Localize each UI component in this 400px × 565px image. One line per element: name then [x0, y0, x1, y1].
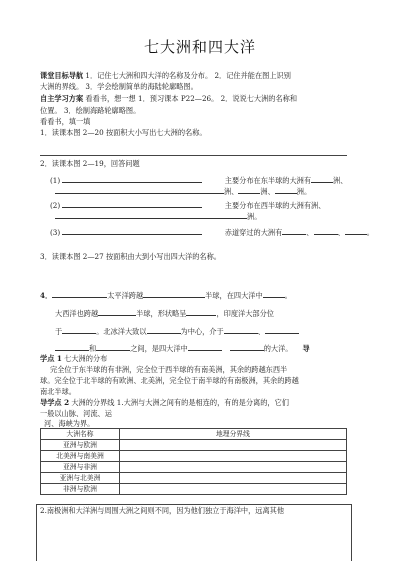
q4-row2-b: 半球，形状略呈 — [136, 309, 187, 318]
table-cell-answer[interactable] — [120, 484, 347, 495]
s2-label: 导学点 2 — [40, 398, 70, 407]
q2-part2-row2-text: 洲。 — [247, 212, 262, 221]
table-header-row — [41, 429, 347, 440]
q2-part1-row2-c: 洲。 — [296, 187, 312, 196]
table-cell-pair: 非洲与欧洲 — [41, 484, 120, 495]
q4-row4-c: 的大洋。 — [263, 344, 293, 353]
goals-text-1: 1．记住七大洲和四大洋的名称及分布。 2．记住并能在图上识别 — [83, 71, 291, 80]
s1-label: 学点 1 — [40, 354, 62, 363]
table-row — [41, 451, 347, 462]
table-row — [41, 473, 347, 484]
q2-part1-row2-a: 洲、 — [224, 187, 239, 196]
s1-line-3: 南北半球。 — [40, 387, 76, 396]
table-cell-answer[interactable] — [120, 462, 347, 473]
goals-line-2: 大洲的界线。 3．学会绘制简单的海陆轮廓略图。 — [40, 82, 198, 91]
q2-part2-blank[interactable] — [62, 199, 202, 208]
plan-text-1: 看看书，想一想 1．预习课本 P22—26。 2．说说七大洲的名称和 — [83, 94, 298, 103]
q4-row2-c: ，印度洋大部分位 — [216, 309, 274, 318]
q4-row3-blank-1[interactable] — [62, 325, 96, 334]
q2-part2-row2-blank[interactable] — [55, 210, 225, 219]
q2-part2-text: 主要分布在西半球的大洲有洲、 — [224, 201, 326, 210]
q2-part1-text-a: 主要分布在东半球的大洲有 — [224, 176, 312, 185]
q2-part1-row2-blank-4[interactable] — [275, 185, 297, 194]
table-row — [41, 440, 347, 451]
table-cell-answer[interactable] — [120, 440, 347, 451]
q2-part3-sep-2: 、 — [337, 228, 345, 237]
q4-row3-b: 。北冰洋大致以 — [96, 327, 147, 336]
q4-text-1: 太平洋跨越 — [107, 291, 144, 300]
table-cell-pair: 亚洲与欧洲 — [41, 440, 120, 451]
q2-part3-end: 。 — [366, 228, 374, 237]
q4-row4-d: 导 — [302, 344, 310, 353]
q4-row3-a: 于 — [55, 327, 63, 336]
table-cell-pair: 亚洲与北美洲 — [41, 473, 120, 484]
q4-row2-blank-2[interactable] — [186, 307, 216, 316]
table-row — [41, 462, 347, 473]
s1-line-1: 完全位于东半球的有非洲，完全位于西半球的有南美洲，其余的跨越东西半 — [50, 365, 288, 374]
q2-part1-blank[interactable] — [62, 174, 202, 183]
table-header-boundary: 地理分界线 — [120, 429, 347, 440]
q4-row3-blank-3[interactable] — [224, 325, 258, 334]
q2-part3-sep-1: 、 — [306, 228, 314, 237]
q2-part1-row2 — [55, 185, 311, 198]
q4-text-2: 半球，在四大洋中 — [205, 291, 263, 300]
plan-line-4: 1．读课本图 2—20 按面积大小写出七大洲的名称。 — [40, 128, 207, 137]
q2-part1-row2-b: 洲、 — [260, 187, 275, 196]
s1-head: 七大洲的分布 — [61, 354, 108, 363]
s1-heading — [40, 353, 107, 365]
s2-line-1 — [40, 397, 289, 409]
q4-row4-b: 之间，是四大洋中 — [130, 344, 188, 353]
q2-part1-text-b: 洲、 — [333, 176, 348, 185]
q4-number: 4． — [40, 291, 53, 300]
page-title: 七大洲和四大洋 — [143, 38, 256, 56]
q2-part3-text: 赤道穿过的大洲有 — [224, 228, 283, 237]
q4-row-2 — [55, 307, 274, 320]
table-cell-answer[interactable] — [120, 473, 347, 484]
q2-line-1: 2．读课本图 2—19，回答问题 — [40, 159, 140, 168]
q4-row3-c: 为中心，介于 — [180, 327, 224, 336]
plan-line-1 — [40, 93, 297, 105]
q2-part3-number: (3) — [50, 228, 61, 237]
q4-row2-a: 大西洋也跨越 — [55, 309, 99, 318]
q4-row-3 — [55, 325, 299, 338]
q2-part1-row2-blank-1[interactable] — [55, 185, 200, 194]
q4-row3-blank-2[interactable] — [147, 325, 181, 334]
q2-part3-blank-c[interactable] — [345, 226, 367, 235]
q4-row4-blank-2[interactable] — [96, 342, 130, 351]
q4-row3-d: 、 — [257, 327, 265, 336]
q2-part3-blank[interactable] — [62, 226, 202, 235]
q2-part1-number: (1) — [50, 176, 61, 185]
plan-line-3: 看看书，填一填 — [40, 117, 91, 126]
goals-label: 课堂目标导航 — [40, 71, 84, 80]
q2-part3-blank-b[interactable] — [314, 226, 338, 235]
table-header-continent: 大洲名称 — [41, 429, 120, 440]
goals-line-1 — [40, 70, 291, 82]
boundary-table — [40, 428, 347, 495]
plan-line-2: 位置。 3．绘制海路轮廓略图。 — [40, 106, 141, 115]
q4-row4-blank-3[interactable] — [188, 342, 222, 351]
q4-blank-2[interactable] — [143, 289, 205, 298]
table-cell-pair: 北美洲与南美洲 — [41, 451, 120, 462]
q4-row-1 — [40, 289, 292, 302]
q2-part3-row — [50, 226, 374, 239]
table-cell-pair: 亚洲与非洲 — [41, 462, 120, 473]
q4-row4-blank-1[interactable] — [55, 342, 89, 351]
q2-part3-blank-a[interactable] — [282, 226, 306, 235]
q4-row2-blank-1[interactable] — [98, 307, 136, 316]
q4-row4-a: 和 — [89, 344, 97, 353]
table-cell-answer[interactable] — [120, 451, 347, 462]
q2-part1-blank-a[interactable] — [311, 174, 333, 183]
q4-blank-1[interactable] — [52, 289, 107, 298]
q2-part2-number: (2) — [50, 201, 61, 210]
answer-line-q1 — [40, 155, 347, 156]
s2-line-3: 河、海峡为界。 — [44, 419, 95, 428]
bottom-line-1: 2.南极洲和大洋洲与周围大洲之间则不同，因为他们独立于海洋中，远离其他 — [40, 506, 285, 515]
s1-line-2: 球。完全位于北半球的有欧洲、北美洲，完全位于南半球的有南极洲，其余的跨越 — [40, 376, 299, 385]
q2-part1-row2-blank-2[interactable] — [200, 185, 224, 194]
s2-text-1: 大洲的分界线 1.大洲与大洲之间有的是相连的，有的是分离的，它们 — [69, 398, 289, 407]
q4-blank-3[interactable] — [263, 289, 285, 298]
q2-part2-row2 — [55, 210, 261, 223]
q4-row3-blank-4[interactable] — [265, 325, 299, 334]
q2-part1-row2-blank-3[interactable] — [238, 185, 260, 194]
q4-text-3: 。 — [284, 291, 292, 300]
s2-line-2: 一般以山脉、河流、运 — [40, 409, 112, 418]
q3-line-1: 3．读课本图 2—27 按面积由大到小写出四大洋的名称。 — [40, 252, 221, 261]
table-row — [41, 484, 347, 495]
plan-label: 自主学习方案 — [40, 94, 84, 103]
q4-row4-blank-4[interactable] — [230, 342, 264, 351]
q2-part2-row2-blank-2[interactable] — [225, 210, 247, 219]
